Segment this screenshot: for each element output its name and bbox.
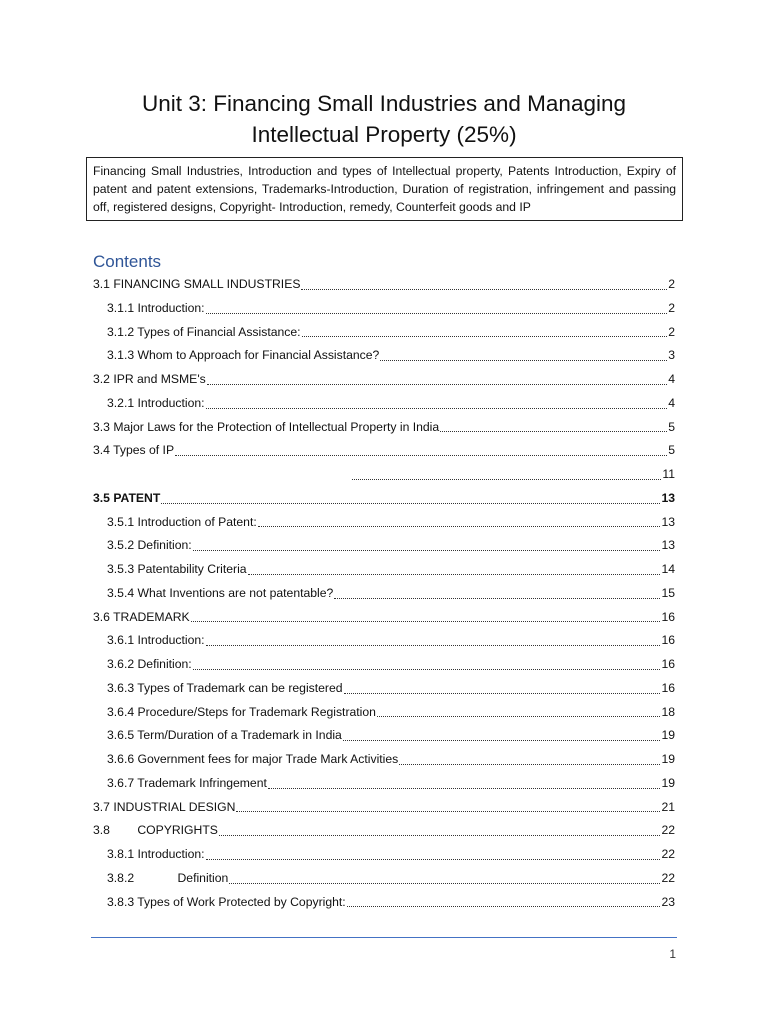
toc-dot-leader (347, 905, 661, 907)
toc-entry[interactable] (93, 796, 675, 820)
toc-entry[interactable] (93, 344, 675, 368)
toc-entry[interactable] (93, 629, 675, 653)
toc-entry-page-number: 2 (668, 300, 675, 315)
toc-entry-page-number: 19 (661, 752, 675, 766)
toc-dot-leader (302, 335, 668, 337)
toc-entry[interactable] (93, 297, 675, 321)
toc-dot-leader (344, 692, 661, 694)
toc-entry-title: 3.7 INDUSTRIAL DESIGN (93, 799, 236, 814)
toc-entry-title: 3.8.2 Definition (107, 870, 229, 885)
toc-entry-page-number: 22 (661, 870, 675, 885)
toc-entry[interactable] (93, 867, 675, 891)
page-title (80, 88, 688, 150)
toc-dot-leader (206, 644, 661, 646)
toc-entry-page-number: 4 (668, 395, 675, 410)
toc-entry-title: 3.2.1 Introduction: (107, 395, 205, 410)
toc-entry[interactable] (93, 724, 675, 748)
toc-entry-title: 3.2 IPR and MSME's (93, 372, 206, 386)
toc-entry[interactable] (93, 891, 675, 915)
page-number: 1 (669, 947, 676, 961)
toc-dot-leader (207, 383, 667, 385)
toc-dot-leader (440, 430, 667, 432)
toc-dot-leader (206, 858, 661, 860)
toc-entry-title: 3.3 Major Laws for the Protection of Intellectual Property in India (93, 419, 440, 434)
toc-dot-leader (352, 478, 661, 480)
toc-entry-title: 3.6.1 Introduction: (107, 633, 205, 648)
toc-entry-page-number: 22 (661, 847, 675, 861)
toc-entry-title: 3.6.7 Trademark Infringement (107, 775, 267, 790)
toc-dot-leader (175, 454, 667, 456)
toc-entry-page-number: 19 (661, 775, 675, 790)
toc-entry[interactable] (93, 701, 675, 725)
toc-dot-leader (377, 715, 661, 717)
toc-entry[interactable] (93, 463, 675, 487)
toc-entry[interactable] (93, 392, 675, 416)
toc-entry-title: 3.8.3 Types of Work Protected by Copyright: (107, 894, 346, 909)
toc-entry-page-number: 2 (668, 277, 675, 291)
toc-entry-page-number: 16 (661, 680, 675, 695)
toc-entry-title: 3.8.1 Introduction: (107, 847, 205, 861)
toc-dot-leader (193, 549, 661, 551)
toc-dot-leader (193, 668, 661, 670)
toc-entry-title: 3.4 Types of IP (93, 443, 175, 458)
toc-entry-title: 3.5.2 Definition: (107, 538, 192, 553)
toc-entry-title: 3.5 PATENT (93, 490, 161, 505)
toc-dot-leader (248, 573, 661, 575)
toc-entry-title: 3.6 TRADEMARK (93, 609, 190, 624)
toc-entry-title: 3.6.4 Procedure/Steps for Trademark Registration (107, 704, 376, 719)
toc-entry-title: 3.1.1 Introduction: (107, 300, 205, 315)
title-line-2: Intellectual Property (25%) (251, 122, 517, 147)
toc-entry[interactable] (93, 677, 675, 701)
toc-entry-page-number: 5 (668, 443, 675, 458)
toc-entry[interactable] (93, 843, 675, 867)
toc-entry[interactable] (93, 748, 675, 772)
toc-entry[interactable] (93, 819, 675, 843)
toc-entry-title: 3.1.3 Whom to Approach for Financial Assistance? (107, 348, 380, 363)
toc-dot-leader (236, 810, 660, 812)
toc-dot-leader (206, 312, 668, 314)
toc-entry-title: 3.6.6 Government fees for major Trade Mark Activities (107, 752, 399, 766)
toc-entry[interactable] (93, 321, 675, 345)
toc-entry[interactable] (93, 582, 675, 606)
footer-rule (91, 937, 677, 938)
toc-entry-page-number: 13 (661, 538, 675, 553)
toc-entry[interactable] (93, 772, 675, 796)
toc-entry-title: 3.5.4 What Inventions are not patentable? (107, 585, 334, 600)
toc-entry-title: 3.8 COPYRIGHTS (93, 823, 218, 838)
contents-heading: Contents (93, 252, 162, 271)
toc-dot-leader (268, 787, 661, 789)
toc-entry-page-number: 13 (661, 490, 675, 505)
toc-entry-page-number: 16 (661, 633, 675, 648)
table-of-contents (93, 273, 675, 914)
toc-entry-title: 3.5.1 Introduction of Patent: (107, 514, 257, 529)
toc-entry[interactable] (93, 511, 675, 535)
toc-entry-page-number: 13 (661, 514, 675, 529)
toc-entry-page-number: 16 (661, 657, 675, 671)
toc-dot-leader (380, 359, 667, 361)
toc-entry-title: 3.1 FINANCING SMALL INDUSTRIES (93, 277, 301, 291)
toc-dot-leader (219, 834, 661, 836)
toc-entry[interactable] (93, 273, 675, 297)
toc-dot-leader (229, 882, 660, 884)
toc-entry-title: 3.6.2 Definition: (107, 657, 192, 671)
toc-entry-title: 3.1.2 Types of Financial Assistance: (107, 324, 301, 339)
toc-entry-page-number: 21 (661, 799, 675, 814)
toc-entry-page-number: 2 (668, 324, 675, 339)
toc-dot-leader (343, 739, 661, 741)
toc-entry-page-number: 16 (661, 609, 675, 624)
toc-entry[interactable] (93, 487, 675, 511)
toc-dot-leader (206, 407, 668, 409)
toc-entry-page-number: 4 (668, 372, 675, 386)
toc-entry[interactable] (93, 416, 675, 440)
toc-dot-leader (161, 502, 660, 504)
unit-summary-box: Financing Small Industries, Introduction and types of Intellectual property, Patents Introduction, Expiry of patent and patent extensions, Trademarks-Introduction, Duration of registration, infringement and passing off, registered designs, Copyright- Introduction, remedy, Counterfeit goods and IP (86, 157, 683, 221)
toc-entry-title: 3.6.3 Types of Trademark can be registered (107, 680, 343, 695)
toc-entry-page-number: 18 (661, 704, 675, 719)
toc-entry-page-number: 19 (661, 728, 675, 743)
toc-entry-page-number: 15 (661, 585, 675, 600)
toc-dot-leader (301, 288, 667, 290)
toc-entry[interactable] (93, 558, 675, 582)
toc-entry-title: 3.5.3 Patentability Criteria (107, 562, 247, 576)
toc-entry[interactable] (93, 439, 675, 463)
toc-dot-leader (191, 620, 661, 622)
toc-entry-page-number: 22 (661, 823, 675, 838)
toc-entry[interactable] (93, 653, 675, 677)
toc-entry-page-number: 23 (661, 894, 675, 909)
toc-entry-title: 3.6.5 Term/Duration of a Trademark in India (107, 728, 342, 743)
toc-dot-leader (258, 525, 661, 527)
toc-dot-leader (334, 597, 660, 599)
toc-entry[interactable] (93, 606, 675, 630)
toc-entry[interactable] (93, 368, 675, 392)
toc-entry-page-number: 14 (661, 562, 675, 576)
toc-dot-leader (399, 763, 660, 765)
toc-entry[interactable] (93, 534, 675, 558)
toc-entry-page-number: 5 (668, 419, 675, 434)
title-line-1: Unit 3: Financing Small Industries and Managing (141, 91, 626, 116)
toc-entry-page-number: 3 (668, 348, 675, 363)
toc-entry-page-number: 11 (662, 467, 675, 481)
